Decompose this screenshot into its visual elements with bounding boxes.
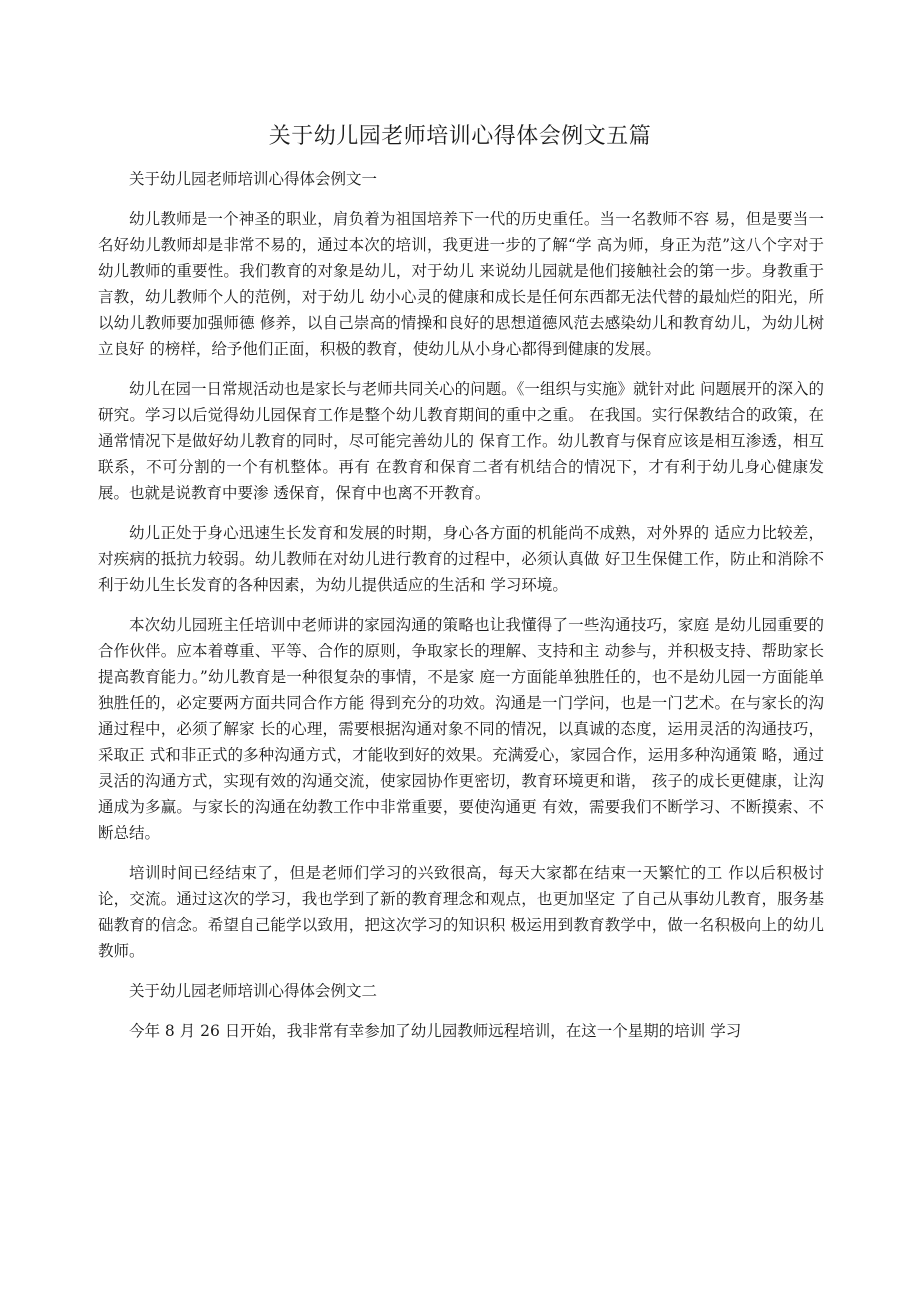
body-paragraph: 幼儿正处于身心迅速生长发育和发展的时期，身心各方面的机能尚不成熟，对外界的 适应力比较差，对疾病的抵抗力较弱。幼儿教师在对幼儿进行教育的过程中，必须认真做 好卫生保健工作，防止和消除不利于幼儿生长发育的各种因素，为幼儿提供适应的生活和 学习环境。 — [98, 524, 824, 594]
body-paragraph: 幼儿在园一日常规活动也是家长与老师共同关心的问题。《一组织与实施》就针对此 问题展开的深入的研究。学习以后觉得幼儿园保育工作是整个幼儿教育期间的重中之重。 在我国。实行保教结合的政策，在通常情况下是做好幼儿教育的同时，尽可能完善幼儿的 保育工作。幼儿教育与保育应该是相互渗透，相互联系，不可分割的一个有机整体。再有 在教育和保育二者有机结合的情况下，才有利于幼儿身心健康发展。也就是说教育中要渗 透保育，保育中也离不开教育。 — [98, 380, 824, 502]
section-heading: 关于幼儿园老师培训心得体会例文一 — [129, 170, 378, 188]
body-paragraph: 今年 8 月 26 日开始，我非常有幸参加了幼儿园教师远程培训，在这一个星期的培训 学习 — [129, 1022, 742, 1040]
body-paragraph: 本次幼儿园班主任培训中老师讲的家园沟通的策略也让我懂得了一些沟通技巧，家庭 是幼儿园重要的合作伙伴。应本着尊重、平等、合作的原则，争取家长的理解、支持和主 动参与，并积极支持、帮助家长提高教育能力。”幼儿教育是一种很复杂的事情，不是家 庭一方面能单独胜任的，也不是幼儿园一方面能单独胜任的，必定要两方面共同合作方能 得到充分的功效。沟通是一门学问，也是一门艺术。在与家长的沟通过程中，必须了解家 长的心理，需要根据沟通对象不同的情况，以真诚的态度，运用灵活的沟通技巧，采取正 式和非正式的多种沟通方式，才能收到好的效果。充满爱心，家园合作，运用多种沟通策 略，通过灵活的沟通方式，实现有效的沟通交流，使家园协作更密切，教育环境更和谐， 孩子的成长更健康，让沟通成为多赢。与家长的沟通在幼教工作中非常重要，要使沟通更 有效，需要我们不断学习、不断摸索、不断总结。 — [98, 616, 824, 842]
document-title: 关于幼儿园老师培训心得体会例文五篇 — [268, 124, 652, 149]
body-paragraph: 幼儿教师是一个神圣的职业，肩负着为祖国培养下一代的历史重任。当一名教师不容 易，但是要当一名好幼儿教师却是非常不易的，通过本次的培训，我更进一步的了解“学 高为师，身正为范”这八个字对于幼儿教师的重要性。我们教育的对象是幼儿，对于幼儿 来说幼儿园就是他们接触社会的第一步。身教重于言教，幼儿教师个人的范例，对于幼儿 幼小心灵的健康和成长是任何东西都无法代替的最灿烂的阳光，所以幼儿教师要加强师德 修养，以自己崇高的情操和良好的思想道德风范去感染幼儿和教育幼儿，为幼儿树立良好 的榜样，给予他们正面，积极的教育，使幼儿从小身心都得到健康的发展。 — [98, 210, 824, 358]
body-paragraph: 培训时间已经结束了，但是老师们学习的兴致很高，每天大家都在结束一天繁忙的工 作以后积极讨论，交流。通过这次的学习，我也学到了新的教育理念和观点，也更加坚定 了自己从事幼儿教育，服务基础教育的信念。希望自己能学以致用，把这次学习的知识积 极运用到教育教学中，做一名积极向上的幼儿教师。 — [98, 864, 824, 960]
section-heading: 关于幼儿园老师培训心得体会例文二 — [129, 982, 378, 1000]
document-body — [98, 166, 824, 1058]
